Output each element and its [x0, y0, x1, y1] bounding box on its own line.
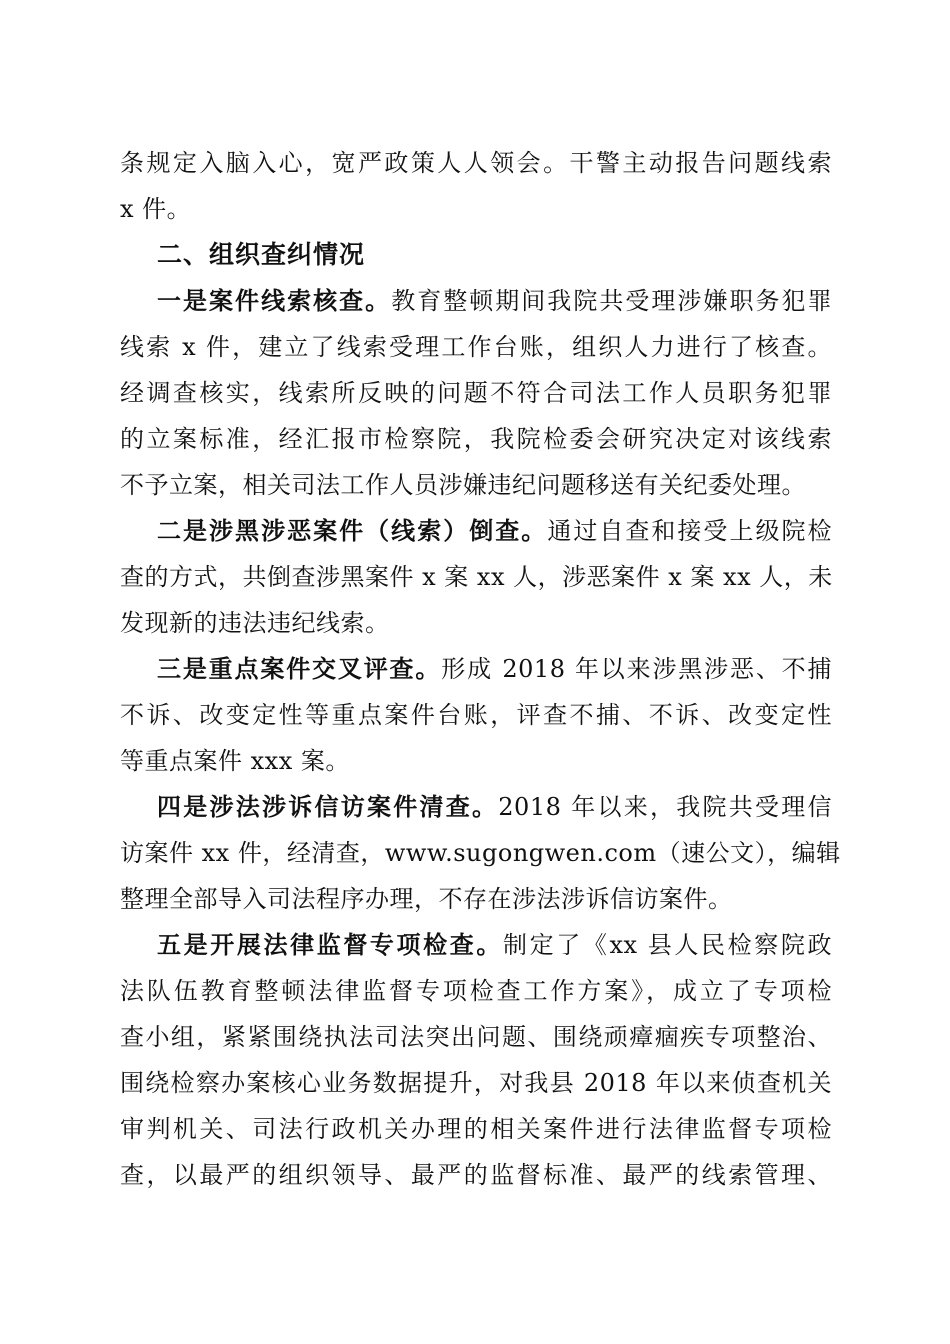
section-heading: 二、组织查纠情况 [157, 240, 366, 269]
paragraph-first-line [120, 922, 832, 968]
body-line: 查的方式，共倒查涉黑案件 x 案 xx 人，涉恶案件 x 案 xx 人，未 [120, 563, 833, 591]
body-line: 围绕检察办案核心业务数据提升，对我县 2018 年以来侦查机关 [120, 1069, 832, 1097]
body-line: 的立案标准，经汇报市检察院，我院检委会研究决定对该线索 [120, 425, 832, 453]
body-line: 法队伍教育整顿法律监督专项检查工作方案》，成立了专项检 [120, 977, 832, 1005]
paragraph-lead: 五是开展法律监督专项检查。 [157, 930, 504, 959]
body-line: 经调查核实，线索所反映的问题不符合司法工作人员职务犯罪 [120, 379, 832, 407]
paragraph-lead: 一是案件线索核查。 [157, 286, 392, 315]
paragraph-text: 通过自查和接受上级院检 [547, 517, 833, 545]
paragraph-text: 2018 年以来，我院共受理信 [498, 793, 833, 821]
body-line: 等重点案件 xxx 案。 [120, 747, 350, 775]
paragraph-text: 形成 2018 年以来涉黑涉恶、不捕 [441, 655, 833, 683]
body-line: 查小组，紧紧围绕执法司法突出问题、围绕顽瘴痼疾专项整治、 [120, 1023, 832, 1051]
document-body [120, 140, 841, 1198]
body-line: 条规定入脑入心，宽严政策人人领会。干警主动报告问题线索 [120, 149, 832, 177]
paragraph-text: 教育整顿期间我院共受理涉嫌职务犯罪 [391, 287, 833, 315]
body-line: 审判机关、司法行政机关办理的相关案件进行法律监督专项检 [120, 1115, 832, 1143]
body-line: x 件。 [120, 195, 192, 223]
paragraph-first-line [120, 784, 832, 830]
body-line: 线索 x 件，建立了线索受理工作台账，组织人力进行了核查。 [120, 333, 832, 361]
body-line: 访案件 xx 件，经清查，www.sugongwen.com（速公文），编辑 [120, 839, 841, 867]
paragraph-first-line [120, 508, 832, 554]
paragraph-lead: 三是重点案件交叉评查。 [157, 654, 442, 683]
body-line: 不予立案，相关司法工作人员涉嫌违纪问题移送有关纪委处理。 [120, 471, 806, 499]
body-line: 发现新的违法违纪线索。 [120, 609, 390, 637]
paragraph-text: 制定了《xx 县人民检察院政 [503, 931, 832, 959]
paragraph-first-line [120, 278, 832, 324]
body-line: 整理全部导入司法程序办理，不存在涉法涉诉信访案件。 [120, 885, 733, 913]
paragraph-lead: 四是涉法涉诉信访案件清查。 [157, 792, 499, 821]
body-line: 查，以最严的组织领导、最严的监督标准、最严的线索管理、 [120, 1161, 832, 1189]
paragraph-lead: 二是涉黑涉恶案件（线索）倒查。 [157, 516, 548, 545]
paragraph-first-line [120, 646, 832, 692]
body-line: 不诉、改变定性等重点案件台账，评查不捕、不诉、改变定性 [120, 701, 832, 729]
